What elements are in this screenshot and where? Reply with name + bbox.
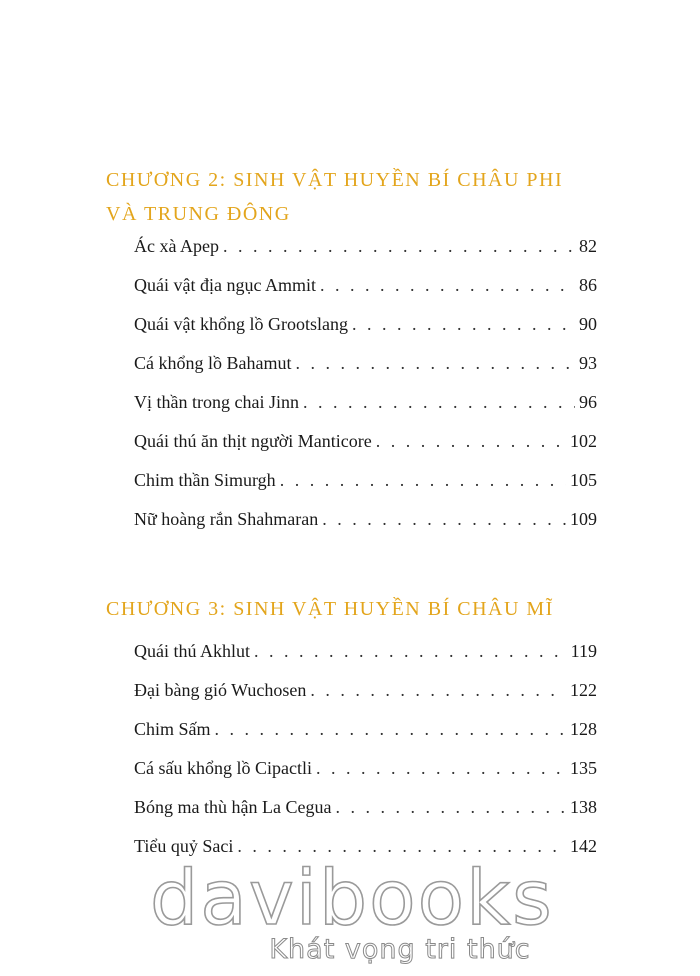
toc-leader-dots [254, 641, 567, 662]
chapter-3-toc-list [134, 641, 597, 875]
toc-entry-label: Cá khổng lồ Bahamut [134, 353, 292, 373]
toc-entry-label: Bóng ma thù hận La Cegua [134, 797, 332, 817]
toc-entry[interactable] [134, 758, 597, 797]
toc-entry[interactable] [134, 392, 597, 431]
toc-entry[interactable] [134, 236, 597, 275]
toc-entry-label: Quái vật khổng lồ Grootslang [134, 314, 348, 334]
toc-entry-page: 109 [570, 509, 597, 529]
toc-entry[interactable] [134, 797, 597, 836]
toc-leader-dots [303, 392, 575, 413]
toc-entry-page: 122 [570, 680, 597, 700]
chapter-2-toc-list [134, 236, 597, 548]
toc-leader-dots [295, 353, 575, 374]
toc-entry-page: 93 [579, 353, 597, 373]
toc-entry-page: 102 [570, 431, 597, 451]
toc-leader-dots [280, 470, 566, 491]
toc-entry-page: 119 [570, 641, 597, 661]
chapter-2-title [106, 163, 576, 231]
toc-leader-dots [215, 719, 566, 740]
toc-leader-dots [335, 797, 566, 818]
chapter-2-title-line1: CHƯƠNG 2: SINH VẬT HUYỀN BÍ CHÂU PHI [106, 169, 564, 191]
chapter-3-title [106, 592, 576, 626]
toc-entry-label: Chim thần Simurgh [134, 470, 276, 490]
toc-entry-page: 138 [570, 797, 597, 817]
toc-entry-page: 90 [579, 314, 597, 334]
toc-entry-page: 96 [579, 392, 597, 412]
toc-leader-dots [352, 314, 575, 335]
toc-entry-page: 128 [570, 719, 597, 739]
toc-entry-label: Quái thú Akhlut [134, 641, 250, 661]
toc-entry-page: 82 [579, 236, 597, 256]
toc-leader-dots [223, 236, 575, 257]
toc-entry[interactable] [134, 509, 597, 548]
toc-entry[interactable] [134, 353, 597, 392]
chapter-2-title-line2: VÀ TRUNG ĐÔNG [106, 203, 291, 225]
toc-entry-label: Tiểu quỷ Saci [134, 836, 234, 856]
toc-entry[interactable] [134, 680, 597, 719]
toc-entry-label: Ác xà Apep [134, 236, 219, 256]
watermark [0, 850, 700, 976]
toc-entry[interactable] [134, 431, 597, 470]
toc-leader-dots [310, 680, 566, 701]
toc-entry[interactable] [134, 470, 597, 509]
toc-entry-page: 142 [570, 836, 597, 856]
chapter-3-title-line1: CHƯƠNG 3: SINH VẬT HUYỀN BÍ CHÂU MĨ [106, 598, 554, 620]
toc-entry-label: Quái thú ăn thịt người Manticore [134, 431, 372, 451]
toc-entry-page: 105 [570, 470, 597, 490]
toc-leader-dots [316, 758, 566, 779]
toc-entry-label: Đại bàng gió Wuchosen [134, 680, 307, 700]
toc-entry[interactable] [134, 314, 597, 353]
toc-entry-label: Nữ hoàng rắn Shahmaran [134, 509, 319, 529]
toc-entry-page: 86 [579, 275, 597, 295]
toc-leader-dots [376, 431, 566, 452]
toc-entry-label: Cá sấu khổng lồ Cipactli [134, 758, 312, 778]
toc-entry[interactable] [134, 641, 597, 680]
toc-entry-label: Vị thần trong chai Jinn [134, 392, 299, 412]
toc-entry-page: 135 [570, 758, 597, 778]
toc-leader-dots [320, 275, 575, 296]
watermark-brand: davibooks [150, 853, 554, 942]
toc-leader-dots [322, 509, 566, 530]
toc-entry-label: Quái vật địa ngục Ammit [134, 275, 316, 295]
toc-entry[interactable] [134, 719, 597, 758]
toc-entry-label: Chim Sấm [134, 719, 211, 739]
toc-entry[interactable] [134, 275, 597, 314]
watermark-tagline: Khát vọng tri thức [269, 934, 531, 965]
